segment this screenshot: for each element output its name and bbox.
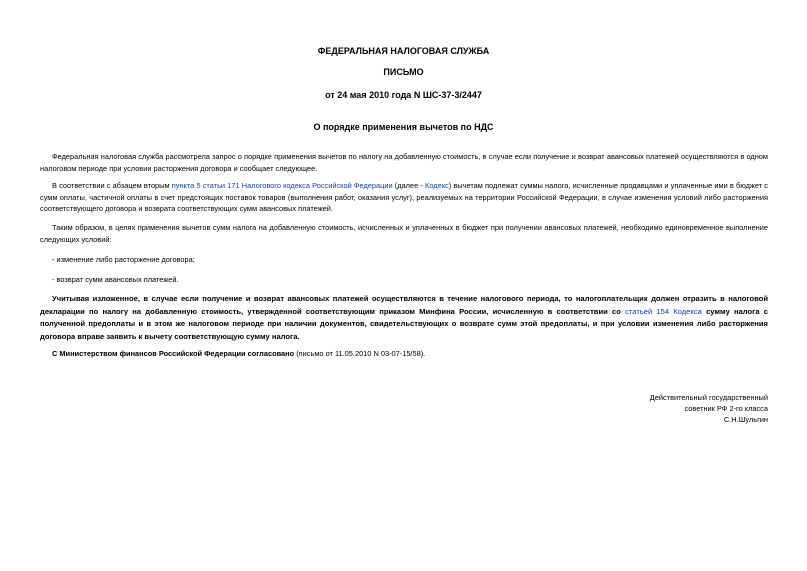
paragraph-legal-basis-text-3: ) вычетам подлежат суммы налога, исчисленные продавцами и уплаченные ими в бюджет с сумм оплаты, частичной оплаты в счет предстоящих поставок товаров (выполнения работ, оказания услуг), реализуемых на территории Российской Федерации, в случае изменения условий либо расторжения соответствующего договора и возврата соответствующих сумм авансовых платежей. xyxy=(40,181,768,213)
paragraph-conclusion-text-2: сумму налога с полученной предоплаты и в этом же налоговом периоде при наличии документов, свидетельствующих о возврате сумм этой предоплаты, и при условии изменения либо расторжения договора вправе заявить к вычету соответствующую сумму налога. xyxy=(40,306,768,341)
link-article-171[interactable]: пункта 5 статьи 171 Налогового кодекса Российской Федерации xyxy=(171,181,393,190)
list-item-contract-change: - изменение либо расторжение договора; xyxy=(52,255,195,264)
paragraph-intro: Федеральная налоговая служба рассмотрела запрос о порядке применения вычетов по налогу на добавленную стоимость, в случае если получение и возврат авансовых платежей осуществляются в одном налоговом периоде при условии расторжения договора и сообщает следующее. xyxy=(40,152,768,173)
signature-block xyxy=(468,392,768,425)
link-code[interactable]: Кодекс xyxy=(425,181,449,190)
paragraph-legal-basis xyxy=(40,180,768,215)
signature-title-line-1: Действительный государственный xyxy=(649,393,768,402)
agreement-bold-text: С Министерством финансов Российской Федерации согласовано xyxy=(52,349,295,358)
agreement-reference: (письмо от 11.05.2010 N 03-07-15/58). xyxy=(294,349,426,358)
document-subject: О порядке применения вычетов по НДС xyxy=(313,122,494,132)
signature-title-line-2: советник РФ 2-го класса xyxy=(684,404,768,413)
paragraph-conclusion-text-1: Учитывая изложенное, в случае если получение и возврат авансовых платежей осуществляются в течение налогового периода, то налогоплательщик должен отразить в налоговой декларации по налогу на добавленную стоимость, утвержденной соответствующим приказом Минфина России, исчисленную в соответствии со xyxy=(40,294,768,316)
paragraph-legal-basis-text-1: В соответствии с абзацем вторым xyxy=(52,181,172,190)
paragraph-conditions: Таким образом, в целях применения вычетов сумм налога на добавленную стоимость, исчисленных и уплаченных в бюджет при получении авансовых платежей, необходимо единовременное выполнение следующих условий: xyxy=(40,223,768,244)
paragraph-conclusion xyxy=(40,293,768,343)
list-item-advance-return: - возврат сумм авансовых платежей. xyxy=(52,275,179,284)
agency-title: ФЕДЕРАЛЬНАЯ НАЛОГОВАЯ СЛУЖБА xyxy=(317,46,490,56)
document-date-number: от 24 мая 2010 года N ШС-37-3/2447 xyxy=(325,90,482,100)
paragraph-agreement xyxy=(40,348,768,360)
document-type: ПИСЬМО xyxy=(383,67,424,77)
signature-name: С.Н.Шульгин xyxy=(723,415,768,424)
link-article-154[interactable]: статьей 154 Кодекса xyxy=(625,306,702,316)
paragraph-legal-basis-text-2: (далее - xyxy=(392,181,426,190)
